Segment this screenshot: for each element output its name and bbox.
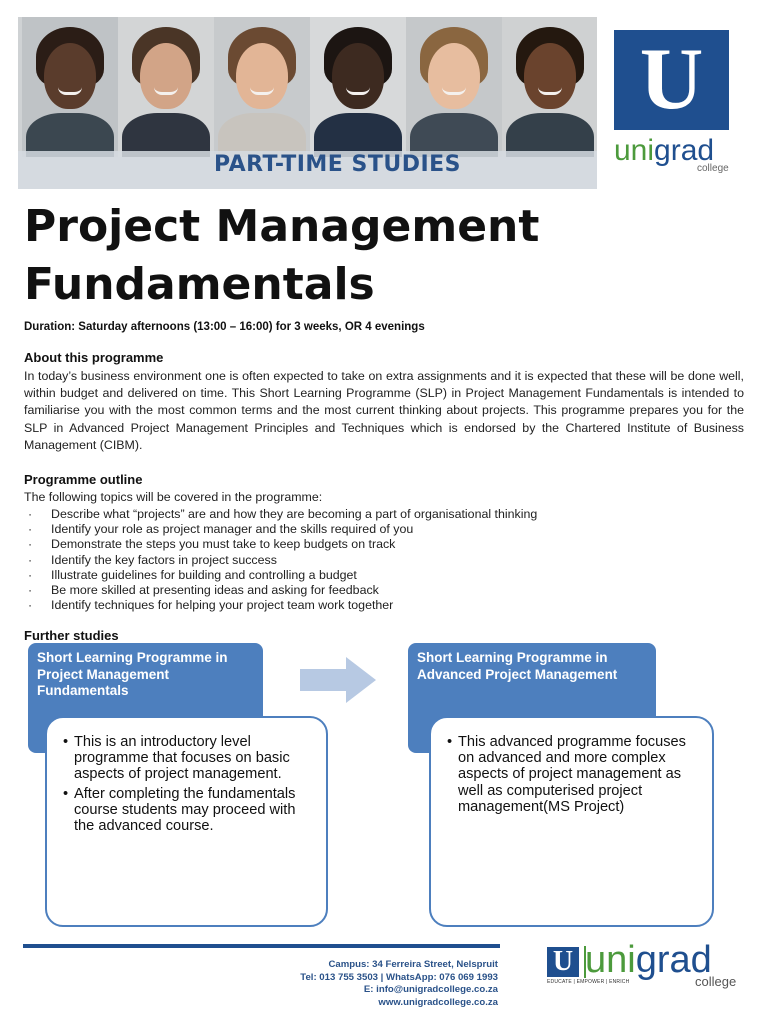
list-item [63,786,312,835]
bullet: · [28,537,33,552]
about-heading: About this programme [24,350,164,365]
footer-logo-subtitle: college [695,974,737,989]
footer-logo-grad: grad [635,939,712,981]
arrow-right-icon [300,657,376,703]
campus-address: Campus: 34 Ferreira Street, Nelspruit [328,959,498,970]
portrait-image [214,17,310,157]
email-link[interactable]: E: info@unigradcollege.co.za [363,984,498,996]
list-item [24,522,724,537]
left-programme-title: Short Learning Programme in Project Management Fundamentals [37,650,228,698]
further-heading: Further studies [24,628,119,643]
list-item-text: Illustrate guidelines for building and controlling a budget [51,567,357,582]
logo-subtitle: college [697,163,729,174]
footer-logo-mark: U [547,947,579,977]
title-line-2: Fundamentals [24,259,375,310]
card-point: After completing the fundamentals course students may proceed with the advanced course. [74,785,296,835]
right-programme-card [429,716,714,927]
logo-wordmark [614,136,714,166]
portrait-image [310,17,406,157]
portrait-image [406,17,502,157]
footer-logo-tagline: EDUCATE | EMPOWER | ENRICH [547,979,630,985]
banner-title: PART-TIME STUDIES [213,152,462,177]
list-item [63,734,312,783]
list-item-text: Identify techniques for helping your project team work together [51,598,394,613]
list-item [24,568,724,583]
list-item [447,734,698,815]
list-item [24,598,724,613]
title-line-1: Project Management [24,201,540,252]
bullet: · [28,567,33,582]
logo-uni: uni [614,134,655,167]
outline-heading: Programme outline [24,472,143,487]
bullet: • [447,734,453,750]
portrait-image [502,17,597,157]
logo-mark [614,30,729,130]
list-item-text: Be more skilled at presenting ideas and asking for feedback [51,583,379,598]
list-item [24,507,724,522]
list-item [24,537,724,552]
page-title [24,198,624,314]
bullet: · [28,583,33,598]
logo-letter: U [639,31,704,128]
list-item-text: Demonstrate the steps you must take to keep budgets on track [51,537,396,552]
card-point: This is an introductory level programme that focuses on basic aspects of project management. [74,734,290,783]
portrait-image [22,17,118,157]
footer-logo-wordmark [585,940,712,980]
outline-list [24,507,724,613]
left-programme-card [45,716,328,927]
phone-numbers: Tel: 013 755 3503 | WhatsApp: 076 069 1993 [300,971,498,983]
footer-logo-uni: uni [585,939,636,981]
about-text: In today’s business environment one is often expected to take on extra assignments and it is expected that these will be done well, within budget and delivered on time. This Short Learning Programme (SLP) in Project Management Fundamentals is intended to familiarise you with the most common terms and the most current thinking about projects. This programme prepares you for the SLP in Advanced Project Management Principles and Techniques which is endorsed by the Chartered Institute of Business Management (CIBM). [24,369,744,452]
outline-intro: The following topics will be covered in the programme: [24,490,323,504]
list-item-text: Describe what “projects” are and how they are becoming a part of organisational thinking [51,507,538,521]
contact-block [200,959,498,1009]
bullet: · [28,522,33,537]
bullet: • [63,734,69,750]
list-item-text: Identify your role as project manager and the skills required of you [51,522,414,537]
bullet: · [28,552,33,567]
duration-text: Duration: Saturday afternoons (13:00 – 16:00) for 3 weeks, OR 4 evenings [24,321,425,333]
bullet: • [63,785,69,802]
card-point: This advanced programme focuses on advanced and more complex aspects of project management as well as computerised project management(MS Project) [458,734,686,815]
banner-image [18,17,597,189]
logo-grad: grad [654,134,715,167]
website-link[interactable]: www.unigradcollege.co.za [378,996,498,1008]
list-item-text: Identify the key factors in project success [51,552,277,567]
list-item [24,583,724,598]
list-item [24,553,724,568]
footer-divider [23,944,500,948]
bullet: · [28,507,33,521]
right-programme-title: Short Learning Programme in Advanced Project Management [417,650,618,682]
portrait-image [118,17,214,157]
bullet: · [28,598,33,613]
